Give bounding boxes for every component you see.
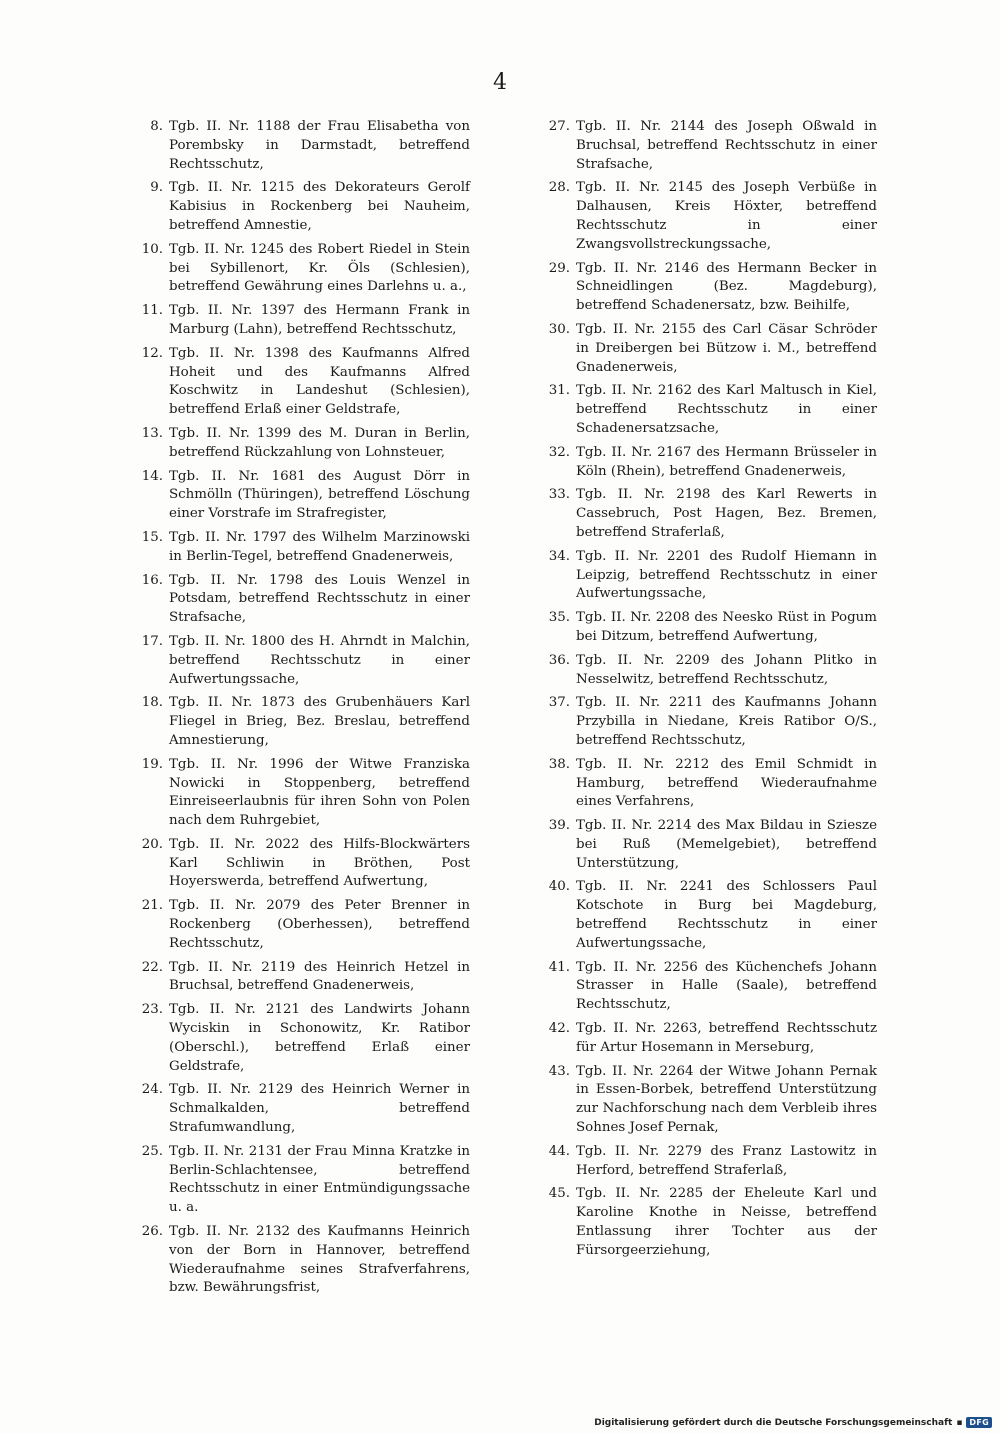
list-item xyxy=(125,897,470,953)
entry-number: 27. xyxy=(548,119,570,134)
entry-text: Tgb. II. Nr. 2211 des Kaufmanns Johann Przybilla in Niedane, Kreis Ratibor O/S., betreffend Rechtsschutz, xyxy=(576,695,877,748)
entry-text: Tgb. II. Nr. 2022 des Hilfs-Blockwärters Karl Schliwin in Bröthen, Post Hoyerswerda, betreffend Aufwertung, xyxy=(169,836,470,890)
entry-text: Tgb. II. Nr. 2208 des Neesko Rüst in Pogum bei Ditzum, betreffend Aufwertung, xyxy=(576,610,877,644)
entry-number: 43. xyxy=(548,1063,570,1079)
entry-text: Tgb. II. Nr. 2285 der Eheleute Karl und Karoline Knothe in Neisse, betreffend Entlassung ihrer Tochter aus der Fürsorgeerziehung, xyxy=(576,1186,877,1258)
list-item xyxy=(532,548,877,604)
entry-number: 26. xyxy=(141,1224,163,1240)
entry-text: Tgb. II. Nr. 1797 des Wilhelm Marzinowski in Berlin-Tegel, betreffend Gnadenerweis, xyxy=(169,529,470,564)
footer-separator: ▪ xyxy=(956,1417,963,1428)
list-item xyxy=(532,652,877,690)
list-item xyxy=(532,878,877,953)
entry-number: 10. xyxy=(141,241,163,257)
entry-text: Tgb. II. Nr. 1873 des Grubenhäuers Karl Fliegel in Brieg, Bez. Breslau, betreffend Amnestierung, xyxy=(169,695,470,748)
entry-number: 17. xyxy=(141,633,163,649)
entry-text: Tgb. II. Nr. 2212 des Emil Schmidt in Hamburg, betreffend Wiederaufnahme eines Verfahrens, xyxy=(576,756,877,810)
list-item xyxy=(125,633,470,689)
list-item xyxy=(125,529,470,567)
list-item xyxy=(532,959,877,1015)
list-item xyxy=(532,1063,877,1138)
entry-text: Tgb. II. Nr. 1215 des Dekorateurs Gerolf Kabisius in Rockenberg bei Nauheim, betreffend Amnestie, xyxy=(169,180,470,233)
entry-number: 36. xyxy=(548,652,570,668)
list-item xyxy=(125,1223,470,1298)
entry-text: Tgb. II. Nr. 2198 des Karl Rewerts in Cassebruch, Post Hagen, Bez. Bremen, betreffend Straferlaß, xyxy=(576,487,877,540)
list-item xyxy=(125,756,470,831)
entry-text: Tgb. II. Nr. 2209 des Johann Plitko in Nesselwitz, betreffend Rechtsschutz, xyxy=(576,652,877,687)
entry-text: Tgb. II. Nr. 2256 des Küchenchefs Johann Strasser in Halle (Saale), betreffend Rechtsschutz, xyxy=(576,959,877,1013)
list-item xyxy=(125,241,470,297)
entry-text: Tgb. II. Nr. 2201 des Rudolf Hiemann in Leipzig, betreffend Rechtsschutz in einer Aufwertungssache, xyxy=(576,548,877,602)
list-item xyxy=(125,836,470,892)
entry-number: 34. xyxy=(548,548,570,564)
entry-text: Tgb. II. Nr. 1800 des H. Ahrndt in Malchin, betreffend Rechtsschutz in einer Aufwertungssache, xyxy=(169,633,470,687)
entry-text: Tgb. II. Nr. 2155 des Carl Cäsar Schröder in Dreibergen bei Bützow i. M., betreffend Gnadenerweis, xyxy=(576,321,877,375)
entry-text: Tgb. II. Nr. 1996 der Witwe Franziska Nowicki in Stoppenberg, betreffend Einreiseerlaubnis für ihren Sohn von Polen nach dem Ruhrgebiet, xyxy=(169,756,470,829)
list-item xyxy=(125,425,470,463)
entry-text: Tgb. II. Nr. 1681 des August Dörr in Schmölln (Thüringen), betreffend Löschung einer Vorstrafe im Strafregister, xyxy=(169,468,470,522)
entry-text: Tgb. II. Nr. 2132 des Kaufmanns Heinrich von der Born in Hannover, betreffend Wiederaufnahme seines Strafverfahrens, bzw. Bewährungsfrist, xyxy=(169,1224,470,1296)
list-item xyxy=(532,1185,877,1260)
entry-number: 45. xyxy=(548,1186,570,1202)
list-item xyxy=(125,345,470,420)
footer xyxy=(594,1417,992,1428)
entry-text: Tgb. II. Nr. 1398 des Kaufmanns Alfred Hoheit und des Kaufmanns Alfred Koschwitz in Landeshut (Schlesien), betreffend Erlaß einer Geldstrafe, xyxy=(169,345,470,418)
list-item xyxy=(532,260,877,316)
list-item xyxy=(125,302,470,340)
dfg-logo: DFG xyxy=(966,1417,992,1428)
list-item xyxy=(532,486,877,542)
entry-text: Tgb. II. Nr. 2119 des Heinrich Hetzel in Bruchsal, betreffend Gnadenerweis, xyxy=(169,959,470,994)
list-item xyxy=(125,1001,470,1076)
entry-text: Tgb. II. Nr. 1397 des Hermann Frank in Marburg (Lahn), betreffend Rechtsschutz, xyxy=(169,303,470,337)
entry-text: Tgb. II. Nr. 2167 des Hermann Brüsseler in Köln (Rhein), betreffend Gnadenerweis, xyxy=(576,444,877,479)
entry-number: 30. xyxy=(548,321,570,337)
entry-number: 11. xyxy=(141,303,163,319)
entry-text: Tgb. II. Nr. 2144 des Joseph Oßwald in Bruchsal, betreffend Rechtsschutz in einer Strafsache, xyxy=(576,119,877,172)
right-column xyxy=(532,118,877,1266)
list-item xyxy=(532,382,877,438)
list-item xyxy=(125,118,470,174)
list-item xyxy=(532,817,877,873)
entry-text: Tgb. II. Nr. 2131 der Frau Minna Kratzke in Berlin-Schlachtensee, betreffend Rechtsschutz in einer Entmündigungssache u. a. xyxy=(169,1143,470,1216)
entry-number: 32. xyxy=(548,444,570,460)
entry-text: Tgb. II. Nr. 2214 des Max Bildau in Sziesze bei Ruß (Memelgebiet), betreffend Unterstützung, xyxy=(576,818,877,871)
list-item xyxy=(125,179,470,235)
list-item xyxy=(125,1143,470,1218)
entry-number: 8. xyxy=(150,119,163,134)
list-item xyxy=(532,444,877,482)
list-item xyxy=(125,1081,470,1137)
entry-number: 12. xyxy=(141,345,163,361)
list-item xyxy=(532,694,877,750)
entry-text: Tgb. II. Nr. 1188 der Frau Elisabetha von Porembsky in Darmstadt, betreffend Rechtsschutz, xyxy=(169,119,470,172)
entry-number: 41. xyxy=(548,959,570,975)
entry-number: 15. xyxy=(141,529,163,545)
entry-number: 16. xyxy=(141,572,163,588)
entry-number: 18. xyxy=(141,695,163,711)
list-item xyxy=(532,179,877,254)
entry-number: 24. xyxy=(141,1082,163,1098)
entry-number: 20. xyxy=(141,836,163,852)
entry-number: 37. xyxy=(548,695,570,711)
entry-text: Tgb. II. Nr. 2264 der Witwe Johann Pernak in Essen-Borbek, betreffend Unterstützung zur Nachforschung nach dem Verbleib ihres Sohnes Josef Pernak, xyxy=(576,1063,877,1136)
entry-text: Tgb. II. Nr. 2145 des Joseph Verbüße in Dalhausen, Kreis Höxter, betreffend Rechtsschutz in einer Zwangsvollstreckungssache, xyxy=(576,180,877,252)
entry-text: Tgb. II. Nr. 2079 des Peter Brenner in Rockenberg (Oberhessen), betreffend Rechtsschutz, xyxy=(169,898,470,951)
entry-number: 25. xyxy=(141,1143,163,1159)
entry-number: 9. xyxy=(150,180,163,196)
list-item xyxy=(532,609,877,647)
entry-text: Tgb. II. Nr. 2129 des Heinrich Werner in Schmalkalden, betreffend Strafumwandlung, xyxy=(169,1082,470,1136)
list-item xyxy=(532,118,877,174)
entry-number: 42. xyxy=(548,1021,570,1037)
entry-text: Tgb. II. Nr. 1798 des Louis Wenzel in Potsdam, betreffend Rechtsschutz in einer Strafsache, xyxy=(169,572,470,626)
entry-number: 21. xyxy=(141,898,163,914)
entry-number: 31. xyxy=(548,383,570,399)
entry-number: 38. xyxy=(548,756,570,772)
entry-number: 19. xyxy=(141,756,163,772)
entry-number: 22. xyxy=(141,959,163,975)
list-item xyxy=(125,959,470,997)
entry-number: 44. xyxy=(548,1143,570,1159)
entry-number: 40. xyxy=(548,879,570,895)
entry-number: 39. xyxy=(548,818,570,834)
entry-number: 29. xyxy=(548,260,570,276)
list-item xyxy=(532,756,877,812)
entry-text: Tgb. II. Nr. 2279 des Franz Lastowitz in Herford, betreffend Straferlaß, xyxy=(576,1143,877,1178)
entry-text: Tgb. II. Nr. 2263, betreffend Rechtsschutz für Artur Hosemann in Merseburg, xyxy=(576,1021,877,1055)
entry-text: Tgb. II. Nr. 2146 des Hermann Becker in Schneidlingen (Bez. Magdeburg), betreffend Schadenersatz, bzw. Beihilfe, xyxy=(576,260,877,314)
entry-text: Tgb. II. Nr. 1399 des M. Duran in Berlin, betreffend Rückzahlung von Lohnsteuer, xyxy=(169,425,470,460)
list-item xyxy=(532,1143,877,1181)
footer-credit: Digitalisierung gefördert durch die Deutsche Forschungsgemeinschaft xyxy=(594,1417,953,1428)
list-item xyxy=(125,572,470,628)
entry-number: 28. xyxy=(548,180,570,196)
entry-text: Tgb. II. Nr. 2241 des Schlossers Paul Kotschote in Burg bei Magdeburg, betreffend Rechtsschutz in einer Aufwertungssache, xyxy=(576,879,877,951)
entry-number: 14. xyxy=(141,468,163,484)
entry-number: 13. xyxy=(141,425,163,441)
entry-number: 33. xyxy=(548,487,570,503)
entry-number: 35. xyxy=(548,610,570,626)
list-item xyxy=(532,1020,877,1058)
list-item xyxy=(125,468,470,524)
entry-text: Tgb. II. Nr. 2162 des Karl Maltusch in Kiel, betreffend Rechtsschutz in einer Schadenersatzsache, xyxy=(576,383,877,436)
list-item xyxy=(532,321,877,377)
entry-number: 23. xyxy=(141,1002,163,1018)
left-column xyxy=(125,118,470,1303)
entry-text: Tgb. II. Nr. 2121 des Landwirts Johann Wyciskin in Schonowitz, Kr. Ratibor (Oberschl.), betreffend Erlaß einer Geldstrafe, xyxy=(169,1002,470,1074)
list-item xyxy=(125,694,470,750)
entry-text: Tgb. II. Nr. 1245 des Robert Riedel in Stein bei Sybillenort, Kr. Öls (Schlesien), betreffend Gewährung eines Darlehns u. a., xyxy=(169,241,470,295)
page-number: 4 xyxy=(493,70,507,95)
